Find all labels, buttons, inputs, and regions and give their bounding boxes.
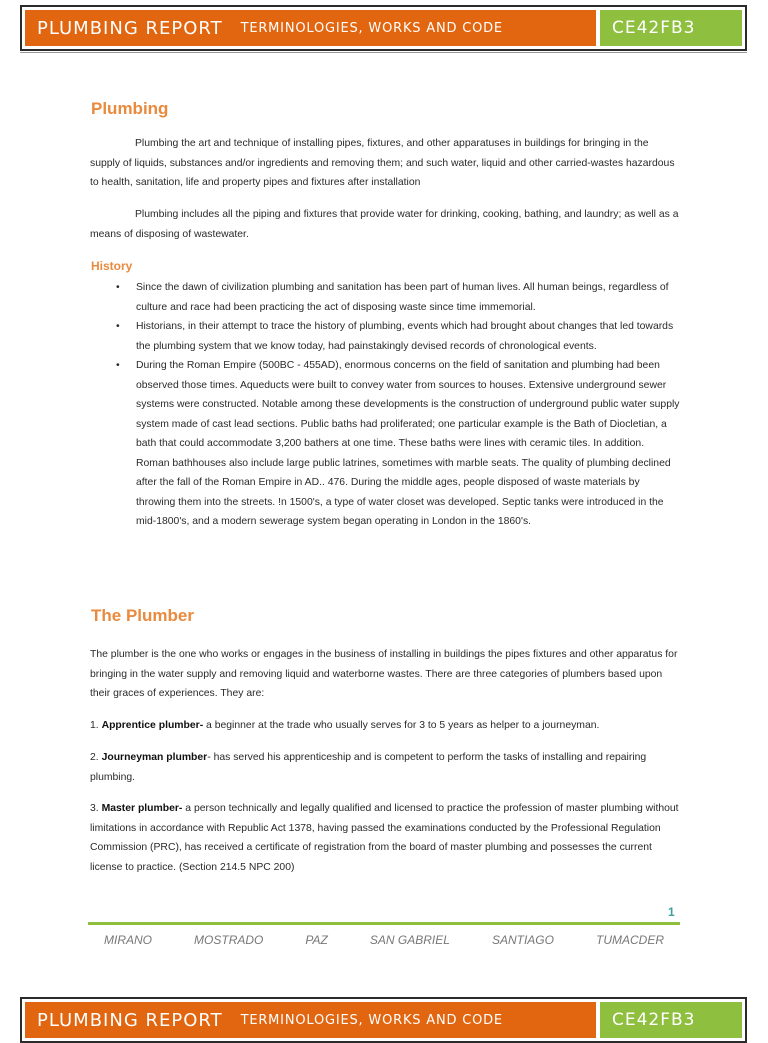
section-heading-history: History (91, 259, 133, 273)
page-number: 1 (668, 905, 675, 919)
course-code: CE42FB3 (612, 1010, 696, 1030)
plumber-category-2 (90, 748, 680, 787)
author-names (88, 933, 680, 947)
report-subtitle: TERMINOLOGIES, WORKS AND CODE (240, 20, 503, 36)
history-list (90, 278, 680, 532)
category-term: Master plumber- (101, 803, 183, 814)
footer-divider (88, 922, 680, 925)
section-heading-plumbing: Plumbing (91, 99, 169, 118)
report-title: PLUMBING REPORT (37, 17, 223, 39)
list-item (90, 278, 680, 317)
report-subtitle: TERMINOLOGIES, WORKS AND CODE (240, 1012, 503, 1028)
author-name: SANTIAGO (491, 933, 554, 947)
category-term: Apprentice plumber- (101, 720, 204, 731)
list-item (90, 317, 680, 356)
bullet-icon: • (116, 321, 120, 332)
course-code-block (600, 10, 742, 46)
author-name: MIRANO (104, 933, 152, 947)
report-title: PLUMBING REPORT (37, 1009, 223, 1031)
header-banner (20, 5, 747, 51)
author-name: MOSTRADO (194, 933, 264, 947)
history-bullet-3: During the Roman Empire (500BC - 455AD), enormous concerns on the field of sanitation and plumbing had been observed those times. Aqueducts were built to convey water from sources to houses. Extensive underground sewer systems were constructed. Notable among these developments is the construction of underground public water supply system made of cast lead sections. Public baths had proliferated; one particular example is the Bath of Diocletian, a bath that could accommodate 3,200 bathers at one time. These baths were lines with ceramic tiles. In addition. Roman bathhouses also include large public latrines, sometimes with marble seats. The quality of plumbing declined after the fall of the Roman Empire in AD.. 476. During the middle ages, people disposed of waste materials by throwing them into the streets. !n 1500's, a type of water closet was developed. Septic tanks were introduced in the mid-1800's, and a modern sewerage system began operating in London in the 1860's. (136, 360, 680, 527)
next-page-header-banner (20, 997, 747, 1043)
plumber-intro: The plumber is the one who works or engages in the business of installing in buildings the pipes fixtures and other apparatus for bringing in the water supply and removing liquid and waterborne wastes. There are three categories of plumbers based upon their graces of experiences. They are: (90, 649, 678, 699)
category-description: a person technically and legally qualified and licensed to practice the profession of master plumbing without limitations in accordance with Republic Act 1378, having passed the examinations conducted by the Professional Regulation Commission (PRC), has received a certificate of registration from the board of master plumbing and possesses the current license to practice. (Section 214.5 NPC 200) (90, 803, 679, 873)
plumber-category-1 (90, 716, 680, 736)
header-title-block (25, 1002, 596, 1038)
section-heading-plumber: The Plumber (91, 606, 194, 625)
category-description: a beginner at the trade who usually serves for 3 to 5 years as helper to a journeyman. (203, 720, 600, 731)
history-bullet-1: Since the dawn of civilization plumbing and sanitation has been part of human lives. All human beings, regardless of culture and race had been practicing the act of disposing waste since time immemorial. (136, 282, 669, 313)
course-code-block (600, 1002, 742, 1038)
header-divider (20, 52, 747, 53)
header-title-block (25, 10, 596, 46)
category-term: Journeyman plumber (101, 752, 208, 763)
bullet-icon: • (116, 282, 120, 293)
author-name: PAZ (305, 933, 328, 947)
category-number: 3. (90, 803, 102, 814)
bullet-icon: • (116, 360, 120, 371)
category-number: 2. (90, 752, 102, 763)
list-item (90, 356, 680, 532)
author-name: SAN GABRIEL (369, 933, 450, 947)
category-description: - has served his apprenticeship and is competent to perform the tasks of installing and repairing plumbing. (90, 752, 647, 783)
category-number: 1. (90, 720, 102, 731)
plumber-category-3 (90, 799, 680, 877)
history-bullet-2: Historians, in their attempt to trace the history of plumbing, events which had brought about changes that led towards the plumbing system that we know today, had painstakingly devised records of chronological events. (136, 321, 674, 352)
author-name: TUMACDER (596, 933, 664, 947)
plumbing-paragraph-2: Plumbing includes all the piping and fixtures that provide water for drinking, cooking, bathing, and laundry; as well as a means of disposing of wastewater. (90, 209, 679, 240)
plumbing-paragraph-1: Plumbing the art and technique of installing pipes, fixtures, and other apparatuses in buildings for bringing in the supply of liquids, substances and/or ingredients and removing them; and such water, liquid and other carried-wastes hazardous to health, sanitation, life and property pipes and fixtures after installation (90, 138, 675, 188)
course-code: CE42FB3 (612, 18, 696, 38)
